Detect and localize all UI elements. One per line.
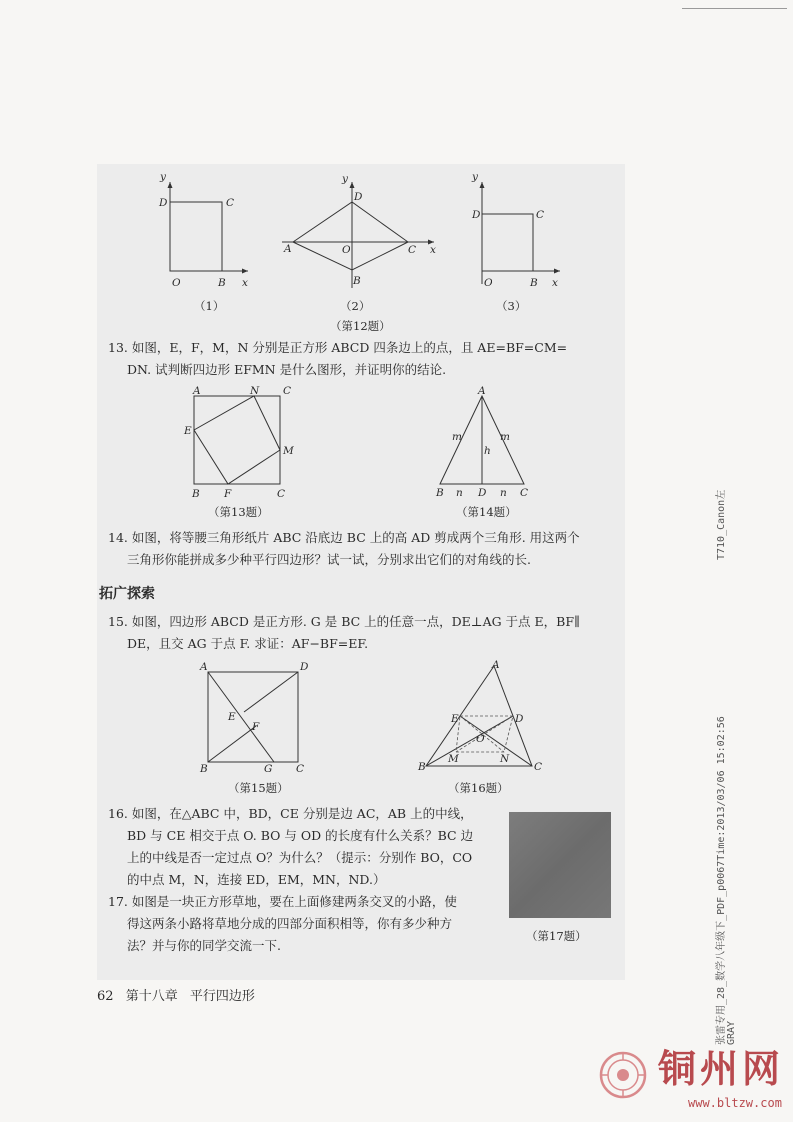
svg-text:A: A (478, 385, 486, 397)
svg-text:B: B (218, 277, 226, 289)
svg-text:y: y (160, 171, 166, 183)
chapter-title: 平行四边形 (189, 989, 255, 1004)
q16-line-2: BD 与 CE 相交于点 O. BO 与 OD 的长度有什么关系？BC 边 (127, 828, 474, 843)
svg-text:x: x (430, 244, 436, 256)
svg-text:D: D (300, 661, 309, 673)
caption-q16: （第16题） (448, 781, 509, 795)
svg-text:C: C (536, 209, 545, 221)
svg-text:O: O (342, 244, 351, 256)
svg-text:E: E (228, 711, 236, 723)
svg-text:m: m (500, 431, 510, 443)
caption-q14: （第14题） (456, 505, 517, 519)
svg-text:O: O (172, 277, 181, 289)
figure-15 (196, 660, 314, 776)
svg-text:D: D (472, 209, 481, 221)
svg-text:D: D (354, 191, 363, 203)
caption-q13: （第13题） (208, 505, 269, 519)
side-label-mode: GRAY (726, 1020, 737, 1045)
svg-text:C: C (226, 197, 235, 209)
q14-line-1: 14. 如图，将等腰三角形纸片 ABC 沿底边 BC 上的高 AD 剪成两个三角形. 用这两个 (108, 530, 580, 545)
svg-text:D: D (478, 487, 487, 499)
figure-16 (418, 660, 542, 776)
svg-text:C: C (277, 488, 286, 500)
svg-text:G: G (264, 763, 273, 775)
q17-line-1: 17. 如图是一块正方形草地，要在上面修建两条交叉的小路，使 (108, 894, 457, 909)
svg-text:E: E (451, 713, 459, 725)
side-label-file: 张雷专用_28_数学八年级下_PDF_p0067Time:2013/03/06 15:02:56 (716, 716, 727, 1045)
watermark-logo-icon (598, 1050, 648, 1100)
svg-text:A: A (193, 385, 201, 397)
q13-line-1: 13. 如图，E，F，M，N 分别是正方形 ABCD 四条边上的点，且 AE=BF=CM= (108, 340, 568, 355)
svg-text:y: y (472, 171, 478, 183)
chapter-label: 第十八章 (125, 989, 178, 1004)
svg-text:D: D (515, 713, 524, 725)
q13-line-2: DN. 试判断四边形 EFMN 是什么图形，并证明你的结论. (127, 362, 447, 377)
svg-text:x: x (242, 277, 248, 289)
watermark-name: 铜州网 (658, 1046, 785, 1091)
svg-text:y: y (342, 173, 348, 185)
svg-text:A: A (492, 659, 500, 671)
caption-q15: （第15题） (228, 781, 289, 795)
svg-text:B: B (192, 488, 200, 500)
caption-q17: （第17题） (526, 929, 587, 943)
svg-text:F: F (252, 721, 260, 733)
figure-12-2 (276, 173, 446, 300)
caption-q12: （第12题） (330, 319, 391, 333)
svg-text:O: O (484, 277, 493, 289)
svg-text:B: B (353, 275, 361, 287)
svg-text:C: C (408, 244, 417, 256)
figure-12-1-label: （1） (194, 299, 225, 313)
q17-line-2: 得这两条小路将草地分成的四部分面积相等，你有多少种方 (127, 916, 453, 931)
q16-line-3: 上的中线是否一定过点 O？为什么？（提示：分别作 BO，CO (127, 850, 473, 865)
top-rule (682, 8, 787, 9)
svg-text:A: A (284, 243, 292, 255)
svg-text:m: m (452, 431, 462, 443)
q15-line-1: 15. 如图，四边形 ABCD 是正方形. G 是 BC 上的任意一点，DE⊥AG 于点 E，BF∥ (108, 614, 580, 629)
svg-text:B: B (436, 487, 444, 499)
figure-17-photo (509, 812, 611, 918)
svg-text:A: A (200, 661, 208, 673)
svg-text:B: B (418, 761, 426, 773)
svg-text:O: O (476, 733, 485, 745)
page-footer (97, 985, 255, 1004)
svg-text:M: M (283, 445, 294, 457)
svg-text:C: C (534, 761, 543, 773)
figure-12-3 (464, 171, 574, 296)
svg-text:M: M (448, 753, 459, 765)
side-label-printer: T710_Canon左 (716, 489, 727, 560)
svg-text:C: C (296, 763, 305, 775)
q14-line-2: 三角形你能拼成多少种平行四边形？试一试，分别求出它们的对角线的长. (127, 552, 531, 567)
figure-12-3-label: （3） (496, 299, 527, 313)
svg-text:N: N (500, 753, 510, 765)
svg-text:n: n (456, 487, 463, 499)
q15-line-2: DE，且交 AG 于点 F. 求证：AF−BF=EF. (127, 636, 369, 651)
q17-line-3: 法？并与你的同学交流一下. (127, 938, 281, 953)
svg-text:x: x (552, 277, 558, 289)
svg-text:C: C (283, 385, 292, 397)
svg-text:B: B (200, 763, 208, 775)
figure-13 (180, 382, 300, 498)
svg-text:F: F (224, 488, 232, 500)
svg-text:E: E (184, 425, 192, 437)
svg-text:N: N (250, 385, 260, 397)
page-number: 62 (97, 989, 114, 1004)
svg-text:B: B (530, 277, 538, 289)
figure-12-1 (148, 171, 258, 296)
q16-line-1: 16. 如图，在△ABC 中，BD，CE 分别是边 AC，AB 上的中线， (108, 806, 473, 821)
svg-text:n: n (500, 487, 507, 499)
svg-text:D: D (159, 197, 168, 209)
svg-text:C: C (520, 487, 529, 499)
watermark-url: www.bltzw.com (688, 1096, 782, 1110)
figure-12-2-label: （2） (340, 299, 371, 313)
svg-text:h: h (484, 445, 491, 457)
q16-line-4: 的中点 M，N，连接 ED，EM，MN，ND.） (127, 872, 386, 887)
section-title: 拓广探索 (99, 586, 155, 602)
figure-14 (432, 384, 536, 500)
